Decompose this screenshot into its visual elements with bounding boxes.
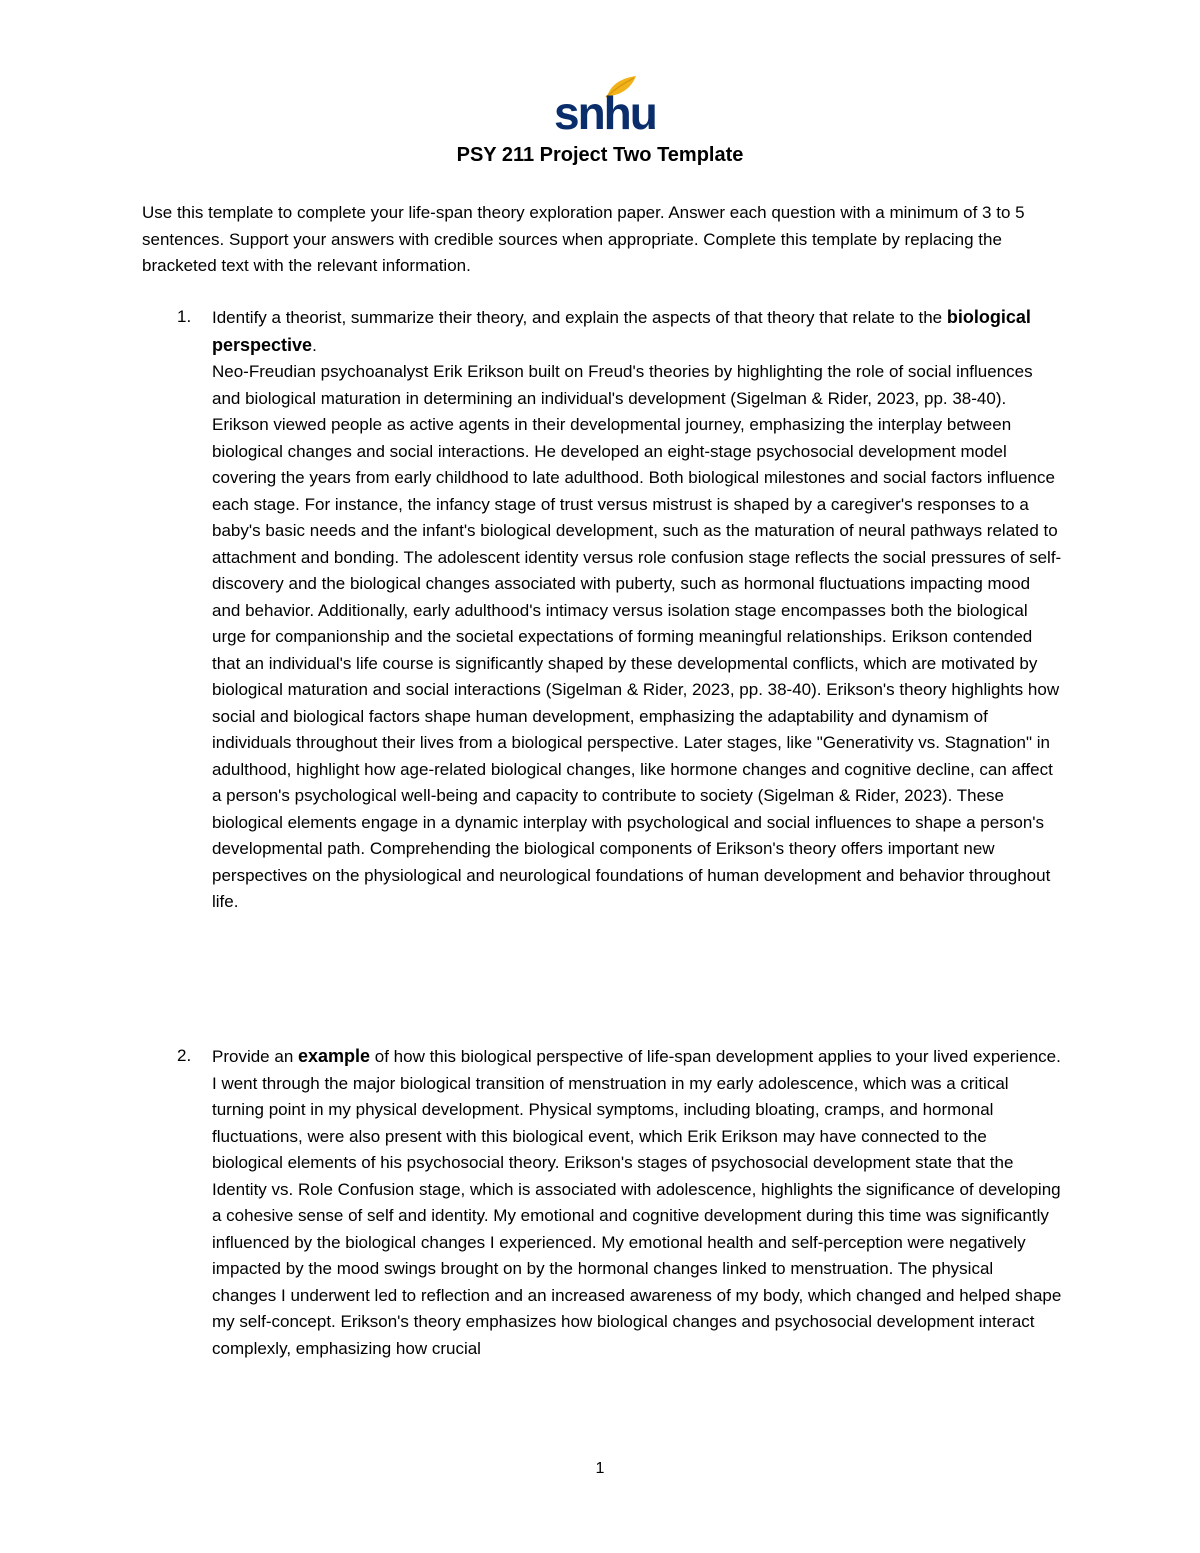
document-title: PSY 211 Project Two Template <box>456 144 744 166</box>
question-list-1 <box>142 304 1062 916</box>
answer-text: Neo-Freudian psychoanalyst Erik Erikson built on Freud's theories by highlighting the role of social influences and biological maturation in determining an individual's development (Sigelman & Rider, 2023, pp. 38-40). Erikson viewed people as active agents in their developmental journey, emphasizing the interplay between biological changes and social interactions. He developed an eight-stage psychosocial development model covering the years from early childhood to late adulthood. Both biological milestones and social factors influence each stage. For instance, the infancy stage of trust versus mistrust is shaped by a caregiver's responses to a baby's basic needs and the infant's biological development, such as the maturation of neural pathways related to attachment and bonding. The adolescent identity versus role confusion stage reflects the social pressures of self-discovery and the biological changes associated with puberty, such as hormonal fluctuations impacting mood and behavior. Additionally, early adulthood's intimacy versus isolation stage encompasses both the biological urge for companionship and the societal expectations of forming meaningful relationships. Erikson contended that an individual's life course is significantly shaped by these developmental conflicts, which are motivated by biological maturation and social interactions (Sigelman & Rider, 2023, pp. 38-40). Erikson's theory highlights how social and biological factors shape human development, emphasizing the adaptability and dynamism of individuals throughout their lives from a biological perspective. Later stages, like "Generativity vs. Stagnation" in adulthood, highlight how age-related biological changes, like hormone changes and cognitive decline, can affect a person's psychological well-being and capacity to contribute to society (Sigelman & Rider, 2023). These biological elements engage in a dynamic interplay with psychological and social influences to shape a person's developmental path. Comprehending the biological components of Erikson's theory offers important new perspectives on the physiological and neurological foundations of human development and behavior throughout life. <box>212 362 1062 911</box>
question-number: 1. <box>177 307 192 326</box>
snhu-logo <box>548 70 656 140</box>
intro-paragraph: Use this template to complete your life-span theory exploration paper. Answer each question with a minimum of 3 to 5 sentences. Support your answers with credible sources when appropriate. Complete this template by replacing the bracketed text with the relevant information. <box>142 203 1025 275</box>
logo-wordmark: snhu <box>554 87 656 139</box>
prompt-emphasis: example <box>298 1046 371 1066</box>
question-list-2 <box>142 1043 1062 1362</box>
answer-text: I went through the major biological transition of menstruation in my early adolescence, which was a critical turning point in my physical development. Physical symptoms, including bloating, cramps, and hormonal fluctuations, were also present with this biological event, which Erik Erikson may have connected to the biological elements of his psychosocial theory. Erikson's stages of psychosocial development state that the Identity vs. Role Confusion stage, which is associated with adolescence, highlights the significance of developing a cohesive sense of self and identity. My emotional and cognitive development during this time was significantly influenced by the biological changes I experienced. My emotional health and self-perception were negatively impacted by the mood swings brought on by the hormonal changes linked to menstruation. The physical changes I underwent led to reflection and an increased awareness of my body, which changed and helped shape my self-concept. Erikson's theory emphasizes how biological changes and psychosocial development interact complexly, emphasizing how crucial <box>212 1073 1062 1358</box>
prompt-emphasis: biological perspective <box>212 307 1031 355</box>
question-1 <box>142 304 1062 916</box>
question-prompt: Provide an example of how this biological perspective of life-span development applies to your lived experience. <box>212 1046 1061 1066</box>
page-number: 1 <box>595 1460 605 1477</box>
question-number: 2. <box>177 1046 192 1065</box>
question-prompt: Identify a theorist, summarize their theory, and explain the aspects of that theory that relate to the biological perspective. <box>212 307 1031 355</box>
question-2 <box>142 1043 1062 1362</box>
